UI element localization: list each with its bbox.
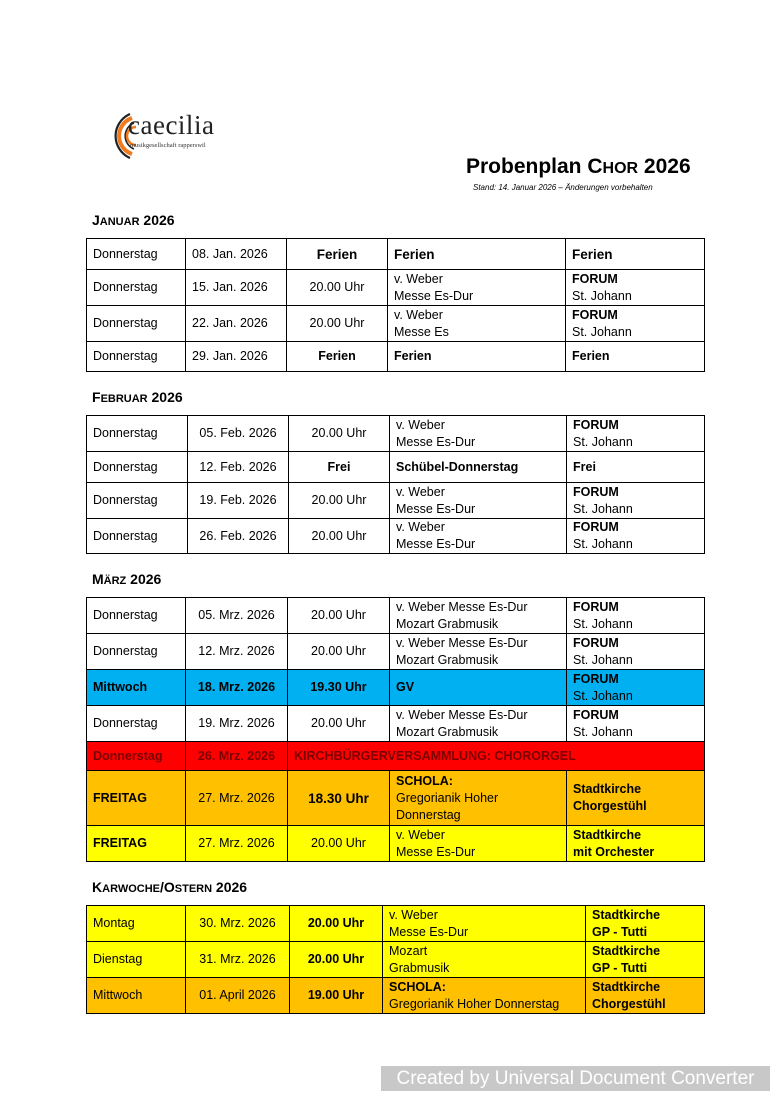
table-row	[87, 706, 705, 742]
date-cell: 19. Mrz. 2026	[186, 706, 288, 742]
day-cell: FREITAG	[87, 826, 186, 862]
table-row	[87, 483, 705, 519]
table-row	[87, 239, 705, 270]
date-cell: 19. Feb. 2026	[188, 483, 289, 519]
time-cell: 20.00 Uhr	[288, 634, 390, 670]
time-cell: 18.30 Uhr	[288, 771, 390, 826]
table-row	[87, 452, 705, 483]
day-cell: Mittwoch	[87, 978, 186, 1014]
program-cell: SCHOLA: Gregorianik Hoher Donnerstag	[390, 771, 567, 826]
section-title-maerz: MÄRZ 2026	[92, 571, 162, 587]
table-row	[87, 342, 705, 372]
location-cell: FORUM St. Johann	[567, 634, 705, 670]
time-cell: 20.00 Uhr	[290, 906, 383, 942]
location-cell: FORUM St. Johann	[567, 706, 705, 742]
converter-watermark: Created by Universal Document Converter	[381, 1066, 770, 1091]
time-cell: Ferien	[287, 239, 388, 270]
program-cell: v. Weber Messe Es-Dur	[390, 519, 567, 554]
table-row	[87, 519, 705, 554]
location-cell: Stadtkirche GP - Tutti	[586, 942, 705, 978]
table-row	[87, 270, 705, 306]
time-cell: 20.00 Uhr	[289, 483, 390, 519]
section-title-februar: FEBRUAR 2026	[92, 389, 183, 405]
location-cell: FORUM St. Johann	[566, 270, 705, 306]
section-title-karwoche-ostern: KARWOCHE/OSTERN 2026	[92, 879, 248, 895]
program-cell: v. Weber Messe Es-Dur	[388, 270, 566, 306]
day-cell: Mittwoch	[87, 670, 186, 706]
day-cell: Donnerstag	[87, 519, 188, 554]
day-cell: Donnerstag	[87, 416, 188, 452]
table-row	[87, 598, 705, 634]
program-cell: v. Weber Messe Es-Dur	[390, 483, 567, 519]
caecilia-logo	[100, 108, 250, 164]
location-cell: Stadtkirche mit Orchester	[567, 826, 705, 862]
time-cell: 20.00 Uhr	[287, 270, 388, 306]
program-cell: v. Weber Messe Es-Dur	[390, 826, 567, 862]
day-cell: Donnerstag	[87, 742, 186, 771]
table-row	[87, 906, 705, 942]
section-title-januar: JANUAR 2026	[92, 212, 175, 228]
table-row	[87, 978, 705, 1014]
date-cell: 01. April 2026	[186, 978, 290, 1014]
table-row	[87, 306, 705, 342]
location-cell: Stadtkirche Chorgestühl	[586, 978, 705, 1014]
location-cell: Stadtkirche GP - Tutti	[586, 906, 705, 942]
program-cell: SCHOLA: Gregorianik Hoher Donnerstag	[383, 978, 586, 1014]
date-cell: 08. Jan. 2026	[186, 239, 287, 270]
schedule-table-februar	[86, 415, 705, 554]
day-cell: Donnerstag	[87, 239, 186, 270]
date-cell: 18. Mrz. 2026	[186, 670, 288, 706]
time-cell: 20.00 Uhr	[288, 598, 390, 634]
location-cell: Frei	[567, 452, 705, 483]
schedule-table-karwoche	[86, 905, 705, 1014]
location-cell: FORUM St. Johann	[566, 306, 705, 342]
day-cell: Donnerstag	[87, 634, 186, 670]
logo-name: caecilia	[128, 110, 215, 140]
program-cell: Ferien	[388, 239, 566, 270]
location-cell: Ferien	[566, 239, 705, 270]
logo-subtitle: musikgesellschaft rapperswil	[130, 142, 206, 149]
program-cell: Ferien	[388, 342, 566, 372]
program-cell: Schübel-Donnerstag	[390, 452, 567, 483]
date-cell: 05. Mrz. 2026	[186, 598, 288, 634]
day-cell: Donnerstag	[87, 452, 188, 483]
page-title: Probenplan CHOR 2026	[466, 155, 691, 178]
day-cell: Montag	[87, 906, 186, 942]
day-cell: Donnerstag	[87, 306, 186, 342]
location-cell: FORUM St. Johann	[567, 598, 705, 634]
date-cell: 30. Mrz. 2026	[186, 906, 290, 942]
day-cell: Donnerstag	[87, 706, 186, 742]
time-cell: 20.00 Uhr	[288, 706, 390, 742]
table-row-kirchbuerger	[87, 742, 705, 771]
location-cell: Ferien	[566, 342, 705, 372]
location-cell: Stadtkirche Chorgestühl	[567, 771, 705, 826]
program-cell: v. Weber Messe Es-Dur	[390, 416, 567, 452]
time-cell: 19.00 Uhr	[290, 978, 383, 1014]
date-cell: 27. Mrz. 2026	[186, 771, 288, 826]
date-cell: 05. Feb. 2026	[188, 416, 289, 452]
time-cell: Frei	[289, 452, 390, 483]
date-cell: 29. Jan. 2026	[186, 342, 287, 372]
date-cell: 22. Jan. 2026	[186, 306, 287, 342]
program-cell: v. Weber Messe Es-Dur	[383, 906, 586, 942]
day-cell: FREITAG	[87, 771, 186, 826]
date-cell: 26. Feb. 2026	[188, 519, 289, 554]
time-cell: 19.30 Uhr	[288, 670, 390, 706]
time-cell: 20.00 Uhr	[289, 416, 390, 452]
time-cell: 20.00 Uhr	[289, 519, 390, 554]
table-row	[87, 416, 705, 452]
date-cell: 27. Mrz. 2026	[186, 826, 288, 862]
day-cell: Donnerstag	[87, 342, 186, 372]
time-cell: 20.00 Uhr	[290, 942, 383, 978]
date-cell: 12. Mrz. 2026	[186, 634, 288, 670]
table-row	[87, 942, 705, 978]
table-row-schola	[87, 771, 705, 826]
day-cell: Donnerstag	[87, 483, 188, 519]
day-cell: Donnerstag	[87, 598, 186, 634]
program-cell: GV	[390, 670, 567, 706]
date-cell: 12. Feb. 2026	[188, 452, 289, 483]
day-cell: Donnerstag	[87, 270, 186, 306]
schedule-table-maerz	[86, 597, 705, 862]
schedule-table-januar	[86, 238, 705, 372]
time-cell: 20.00 Uhr	[288, 826, 390, 862]
table-row-orchester	[87, 826, 705, 862]
program-cell: v. Weber Messe Es	[388, 306, 566, 342]
program-cell: v. Weber Messe Es-Dur Mozart Grabmusik	[390, 598, 567, 634]
program-cell: v. Weber Messe Es-Dur Mozart Grabmusik	[390, 634, 567, 670]
location-cell: FORUM St. Johann	[567, 483, 705, 519]
status-note: Stand: 14. Januar 2026 – Änderungen vorbehalten	[473, 183, 653, 192]
location-cell: FORUM St. Johann	[567, 416, 705, 452]
day-cell: Dienstag	[87, 942, 186, 978]
merged-event-cell: KIRCHBÜRGERVERSAMMLUNG: CHORORGEL	[288, 742, 705, 771]
program-cell: v. Weber Messe Es-Dur Mozart Grabmusik	[390, 706, 567, 742]
location-cell: FORUM St. Johann	[567, 670, 705, 706]
program-cell: Mozart Grabmusik	[383, 942, 586, 978]
date-cell: 15. Jan. 2026	[186, 270, 287, 306]
date-cell: 31. Mrz. 2026	[186, 942, 290, 978]
date-cell: 26. Mrz. 2026	[186, 742, 288, 771]
time-cell: Ferien	[287, 342, 388, 372]
time-cell: 20.00 Uhr	[287, 306, 388, 342]
table-row	[87, 634, 705, 670]
location-cell: FORUM St. Johann	[567, 519, 705, 554]
table-row-gv	[87, 670, 705, 706]
